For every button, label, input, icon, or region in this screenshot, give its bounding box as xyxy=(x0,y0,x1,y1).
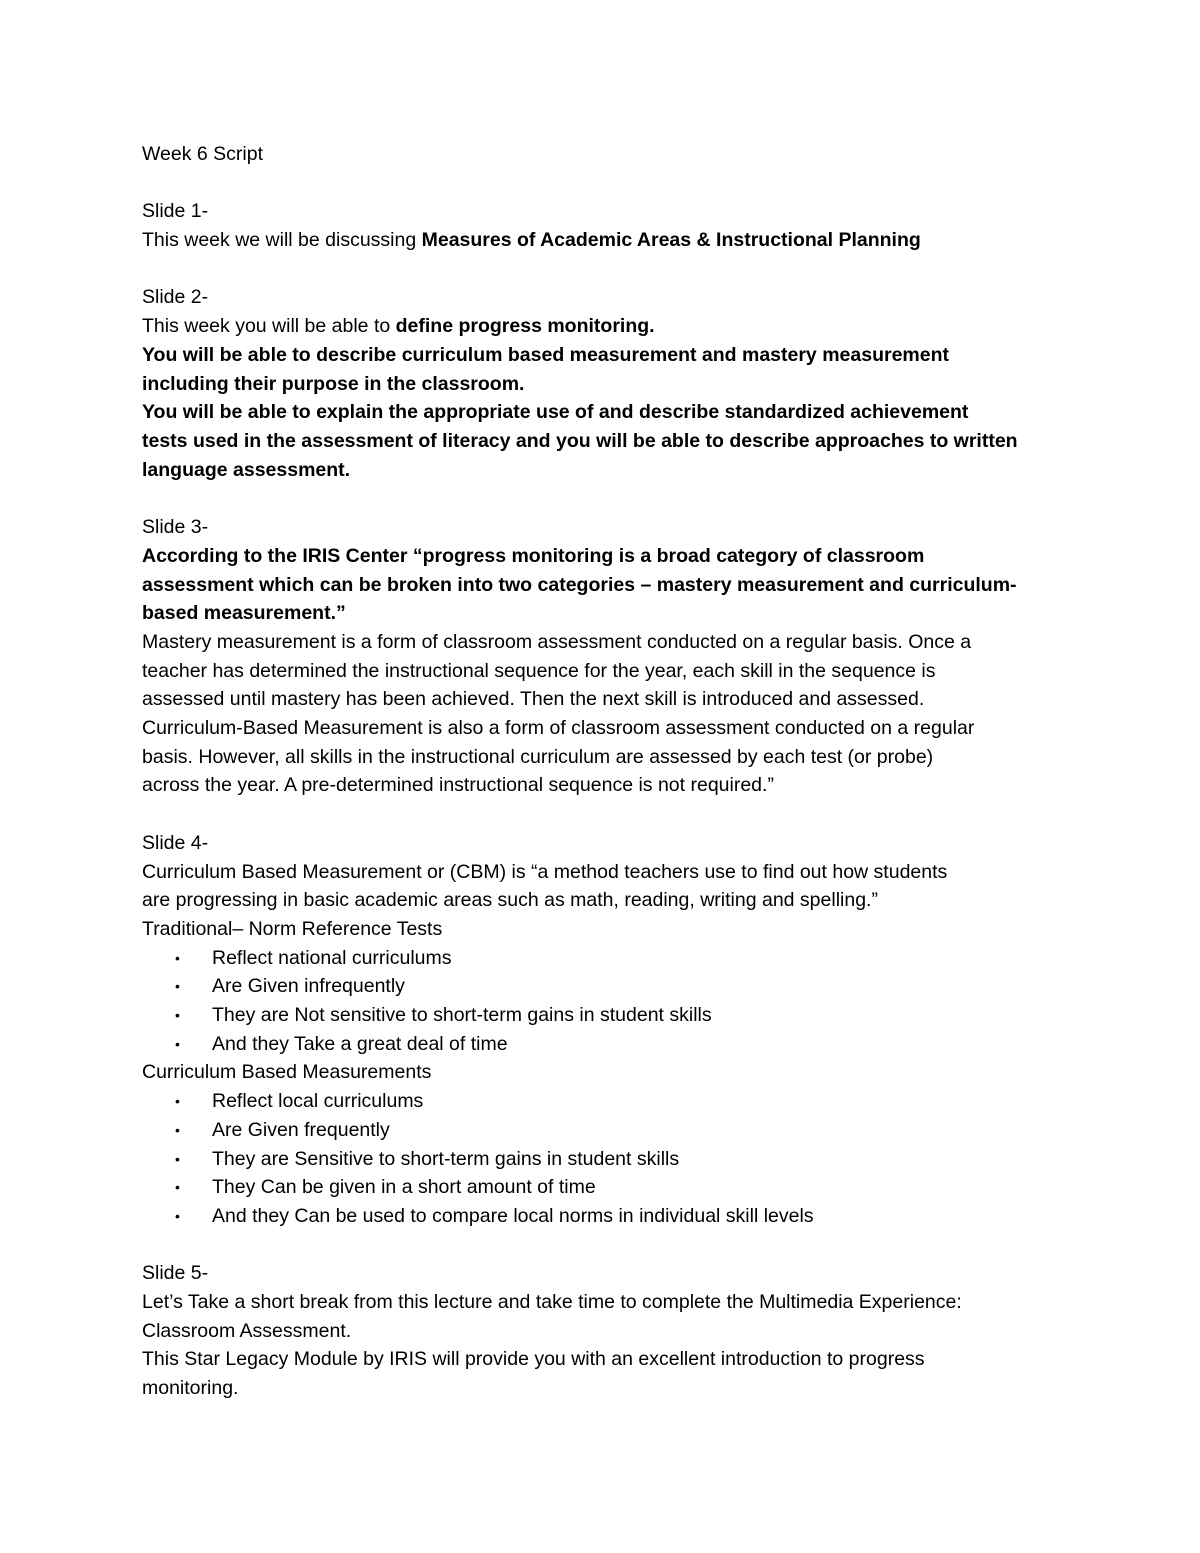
spacer xyxy=(142,169,1082,198)
list-item xyxy=(142,1173,1082,1202)
list-item xyxy=(142,1145,1082,1174)
document-title: Week 6 Script xyxy=(142,143,264,165)
bullet-icon: • xyxy=(175,1207,180,1224)
document-page xyxy=(142,140,1082,1403)
slide-1-heading: Slide 1- xyxy=(142,200,209,223)
slide-4-intro-line: are progressing in basic academic areas such as math, reading, writing and spelling.” xyxy=(142,889,878,912)
list-item xyxy=(142,972,1082,1001)
slide-2-line-1 xyxy=(142,312,1082,341)
traditional-list xyxy=(142,944,1082,1059)
bullet-icon: • xyxy=(175,1179,180,1196)
list-item xyxy=(142,1202,1082,1231)
list-item-text: Are Given frequently xyxy=(212,1118,390,1141)
slide-3-text-line: across the year. A pre-determined instructional sequence is not required.” xyxy=(142,774,774,797)
slide-3-text-line: Curriculum-Based Measurement is also a form of classroom assessment conducted on a regular xyxy=(142,717,975,740)
slide-3-quote-line: According to the IRIS Center “progress monitoring is a broad category of classroom xyxy=(142,544,925,567)
slide-5-heading: Slide 5- xyxy=(142,1262,209,1285)
cbm-heading: Curriculum Based Measurements xyxy=(142,1061,432,1084)
slide-2-bold-line: including their purpose in the classroom. xyxy=(142,372,525,395)
list-item xyxy=(142,1087,1082,1116)
slide-5-text-line: Classroom Assessment. xyxy=(142,1319,352,1342)
slide-3-text-line: basis. However, all skills in the instructional curriculum are assessed by each test (or probe) xyxy=(142,745,934,768)
spacer xyxy=(142,800,1082,829)
list-item-text: Reflect national curriculums xyxy=(212,946,452,969)
bullet-icon: • xyxy=(175,1035,180,1052)
traditional-heading: Traditional– Norm Reference Tests xyxy=(142,917,443,940)
bullet-icon: • xyxy=(175,949,180,966)
list-item xyxy=(142,1030,1082,1059)
slide-2-bold-line: language assessment. xyxy=(142,458,351,481)
slide-2-bold-line: You will be able to explain the appropriate use of and describe standardized achievement xyxy=(142,401,969,424)
slide-2-line-1-plain: This week you will be able to xyxy=(142,315,396,338)
cbm-list xyxy=(142,1087,1082,1231)
list-item-text: And they Can be used to compare local norms in individual skill levels xyxy=(212,1204,814,1227)
slide-1-text xyxy=(142,226,1082,255)
list-item-text: They are Not sensitive to short-term gains in student skills xyxy=(212,1004,712,1027)
spacer xyxy=(142,484,1082,513)
list-item-text: They Can be given in a short amount of time xyxy=(212,1176,596,1199)
slide-3-heading: Slide 3- xyxy=(142,516,209,539)
slide-2-bold-line: tests used in the assessment of literacy and you will be able to describe approaches to written xyxy=(142,430,1018,452)
list-item-text: They are Sensitive to short-term gains in student skills xyxy=(212,1147,680,1170)
slide-2-line-1-bold: define progress monitoring. xyxy=(395,315,655,338)
list-item xyxy=(142,1001,1082,1030)
slide-5-text-line: This Star Legacy Module by IRIS will provide you with an excellent introduction to progress xyxy=(142,1348,925,1371)
slide-3-quote-line: based measurement.” xyxy=(142,602,346,625)
slide-5-text-line: monitoring. xyxy=(142,1377,239,1400)
bullet-icon: • xyxy=(175,1093,180,1110)
slide-2-bold-line: You will be able to describe curriculum based measurement and mastery measurement xyxy=(142,343,950,366)
slide-1-text-plain: This week we will be discussing xyxy=(142,229,422,252)
slide-3-quote-line: assessment which can be broken into two categories – mastery measurement and curriculum- xyxy=(142,573,1017,596)
slide-3-text-line: assessed until mastery has been achieved. Then the next skill is introduced and assessed. xyxy=(142,688,925,711)
slide-4-heading: Slide 4- xyxy=(142,831,209,854)
bullet-icon: • xyxy=(175,1121,180,1138)
slide-2-heading: Slide 2- xyxy=(142,286,209,309)
spacer xyxy=(142,255,1082,284)
list-item xyxy=(142,944,1082,973)
spacer xyxy=(142,1231,1082,1260)
slide-3-text-line: teacher has determined the instructional sequence for the year, each skill in the sequence is xyxy=(142,659,936,682)
bullet-icon: • xyxy=(175,1150,180,1167)
slide-3-text-line: Mastery measurement is a form of classroom assessment conducted on a regular basis. Once a xyxy=(142,630,972,653)
bullet-icon: • xyxy=(175,978,180,995)
list-item xyxy=(142,1116,1082,1145)
slide-1-text-bold: Measures of Academic Areas & Instructional Planning xyxy=(421,229,921,252)
slide-4-intro-line: Curriculum Based Measurement or (CBM) is “a method teachers use to find out how students xyxy=(142,860,948,883)
bullet-icon: • xyxy=(175,1007,180,1024)
list-item-text: Reflect local curriculums xyxy=(212,1090,424,1113)
list-item-text: And they Take a great deal of time xyxy=(212,1032,508,1055)
slide-5-text-line: Let’s Take a short break from this lecture and take time to complete the Multimedia Experience: xyxy=(142,1291,962,1314)
list-item-text: Are Given infrequently xyxy=(212,975,405,998)
